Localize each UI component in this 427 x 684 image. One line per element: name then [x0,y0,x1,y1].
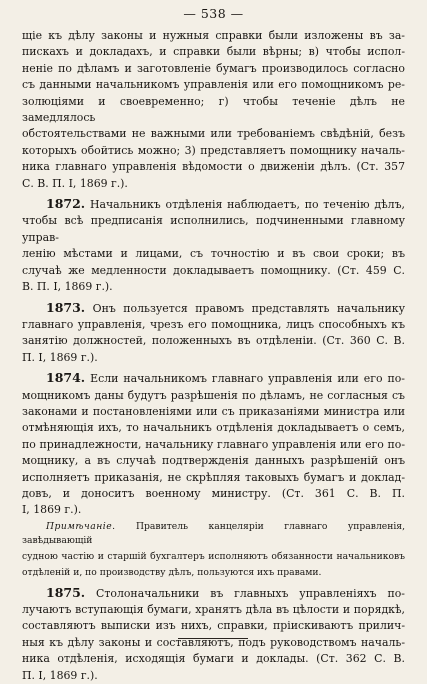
note-text: Правитель канцеляріи главнаго управленія, завѣдывающій [22,520,405,546]
article-number: 1873. [46,299,86,315]
article-1872 [22,196,405,295]
bottom-rule [178,638,248,639]
article-text: Начальникъ отдѣленія наблюдаетъ, по теченію дѣлъ, [89,198,405,212]
text-line: неніе по дѣламъ и заготовленіе бумагъ производилось согласно [22,61,405,75]
text-line: занятію должностей, положенныхъ въ отдѣленіи. (Ст. 360 С. В. [22,334,405,348]
text-line: П. I, 1869 г.). [22,668,98,682]
text-line [22,196,405,213]
text-line: лучаютъ вступающія бумаги, хранятъ дѣла въ цѣлости и порядкѣ, [22,603,405,616]
article-note [22,520,405,581]
text-line: золюціями и своевременно; г) чтобы теченіе дѣлъ не замедлялось [22,94,405,125]
text-line: чтобы всѣ предписанія исполнились, подчиненными главному управ- [22,214,405,244]
text-line [22,585,405,602]
text-line: ленію мѣстами и лицами, съ точностію и въ свои сроки; въ [22,247,405,261]
text-line: которыхъ обойтись можно; 3) представляетъ помощнику началь- [22,143,405,157]
continuation-paragraph [22,28,405,192]
text-line: законами и постановленіями или съ приказаніями министра или [22,404,405,418]
text-line: мощникомъ даны будутъ разрѣшенія по дѣламъ, не согласныя съ [22,388,405,402]
page-number: — 538 — [183,6,244,21]
text-line: I, 1869 г.). [22,503,82,517]
article-text: Если начальникомъ главнаго управленія или его по- [90,372,405,386]
text-line: съ данными начальникомъ управленія или его помощникомъ ре- [22,78,405,92]
text-line: щіе къ дѣлу законы и нужныя справки были изложены въ за- [22,29,405,42]
text-line: отмѣняющія ихъ, то начальникъ отдѣленія докладываетъ о семъ, [22,421,405,435]
text-line: по принадлежности, начальнику главнаго управленія или его по- [22,437,405,451]
article-1875 [22,585,405,684]
text-line: В. П. I, 1869 г.). [22,280,113,294]
note-label: Примѣчаніе. [46,520,116,532]
article-text: Столоначальники въ главныхъ управленіяхъ по- [96,586,405,600]
text-line: пискахъ и докладахъ, и справки были вѣрны; в) чтобы испол- [22,45,405,59]
text-line: П. I, 1869 г.). [22,350,98,364]
note-line [22,520,405,548]
article-number: 1872. [46,196,86,212]
text-line: ника главнаго управленія вѣдомости о движеніи дѣлъ. (Ст. 357 [22,160,405,174]
article-1873 [22,300,405,367]
text-line [22,370,405,387]
article-text: Онъ пользуется правомъ представлять начальнику [92,301,405,315]
text-line: составляютъ выписки изъ нихъ, справки, пріискиваютъ прилич- [22,619,405,633]
text-line: ника отдѣленія, исходящія бумаги и доклады. (Ст. 362 С. В. [22,652,405,666]
article-1874 [22,370,405,519]
article-number: 1875. [46,584,86,600]
text-line: мощнику, а въ случаѣ подтвержденія данныхъ разрѣшеній онъ [22,454,405,468]
text-line: случаѣ же медленности докладываетъ помощнику. (Ст. 459 С. [22,263,405,277]
text-line [22,300,405,317]
text-line: исполняетъ приказанія, не скрѣпляя таковыхъ бумагъ и доклад- [22,470,405,484]
text-line: довъ, и доноситъ военному министру. (Ст. 361 С. В. П. [22,486,405,500]
note-line: судною частію и старшій бухгалтеръ исполняютъ обязанности начальниковъ [22,551,405,563]
article-number: 1874. [46,370,86,386]
text-line: ныя къ дѣлу законы и составляютъ, подъ руководствомъ началь- [22,635,405,649]
text-line: обстоятельствами не важными или требованіемъ свѣдѣній, безъ [22,127,405,141]
text-line: С. В. П. I, 1869 г.). [22,176,128,190]
note-line: отдѣленій и, по производству дѣлъ, пользуются ихъ правами. [22,567,322,579]
text-line: главнаго управленія, чрезъ его помощника, лицъ способныхъ къ [22,317,405,331]
